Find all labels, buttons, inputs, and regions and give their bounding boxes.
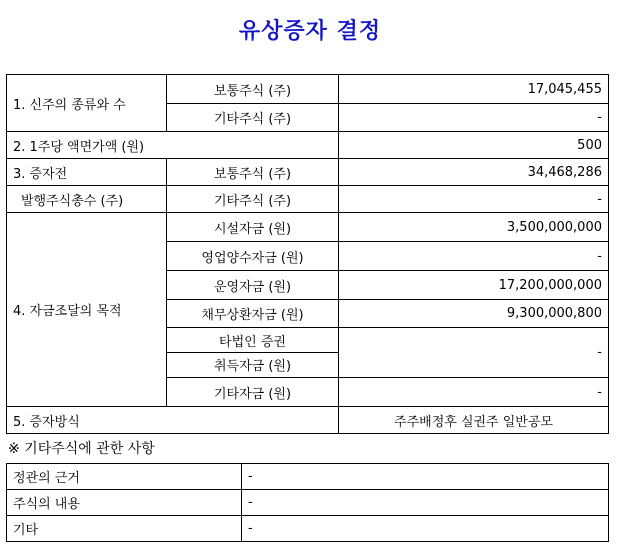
rights-offering-table [6, 74, 609, 434]
item-value: - [339, 378, 609, 407]
item-label: 채무상환자금 (원) [167, 300, 339, 328]
item-label-line1: 타법인 증권 [167, 328, 339, 353]
item-value: 9,300,000,800 [339, 300, 609, 328]
row-label-new-shares: 1. 신주의 종류와 수 [7, 75, 167, 132]
item-label: 시설자금 (원) [167, 213, 339, 242]
item-label: 보통주식 (주) [167, 159, 339, 186]
item-value: 34,468,286 [339, 159, 609, 186]
item-value: 17,200,000,000 [339, 271, 609, 300]
item-label: 기타자금 (원) [167, 378, 339, 407]
item-value: - [339, 242, 609, 271]
other-shares-note: ※ 기타주식에 관한 사항 [8, 441, 155, 457]
row-label-fund-purpose: 4. 자금조달의 목적 [7, 213, 167, 407]
other-shares-table [6, 463, 609, 542]
item-value: 500 [339, 132, 609, 159]
item-value: - [339, 186, 609, 213]
item-label-line2: 취득자금 (원) [167, 353, 339, 378]
item-label: 기타주식 (주) [167, 186, 339, 213]
item-label: 운영자금 (원) [167, 271, 339, 300]
row-label-offering-method: 5. 증자방식 [7, 407, 339, 434]
item-value: - [339, 328, 609, 378]
sub-row-value: - [242, 464, 609, 490]
sub-row-value: - [242, 490, 609, 516]
item-value: 주주배정후 실권주 일반공모 [339, 407, 609, 434]
item-label: 기타주식 (주) [167, 104, 339, 132]
item-value: - [339, 104, 609, 132]
sub-row-label: 정관의 근거 [7, 464, 242, 490]
item-label: 영업양수자금 (원) [167, 242, 339, 271]
sub-row-value: - [242, 516, 609, 542]
item-label: 보통주식 (주) [167, 75, 339, 104]
item-value: 17,045,455 [339, 75, 609, 104]
sub-row-label: 주식의 내용 [7, 490, 242, 516]
row-label-pre-issue-line2: 발행주식총수 (주) [7, 186, 167, 213]
sub-row-label: 기타 [7, 516, 242, 542]
page-title: 유상증자 결정 [238, 19, 382, 44]
row-label-pre-issue-line1: 3. 증자전 [7, 159, 167, 186]
row-label-par-value: 2. 1주당 액면가액 (원) [7, 132, 339, 159]
item-value: 3,500,000,000 [339, 213, 609, 242]
